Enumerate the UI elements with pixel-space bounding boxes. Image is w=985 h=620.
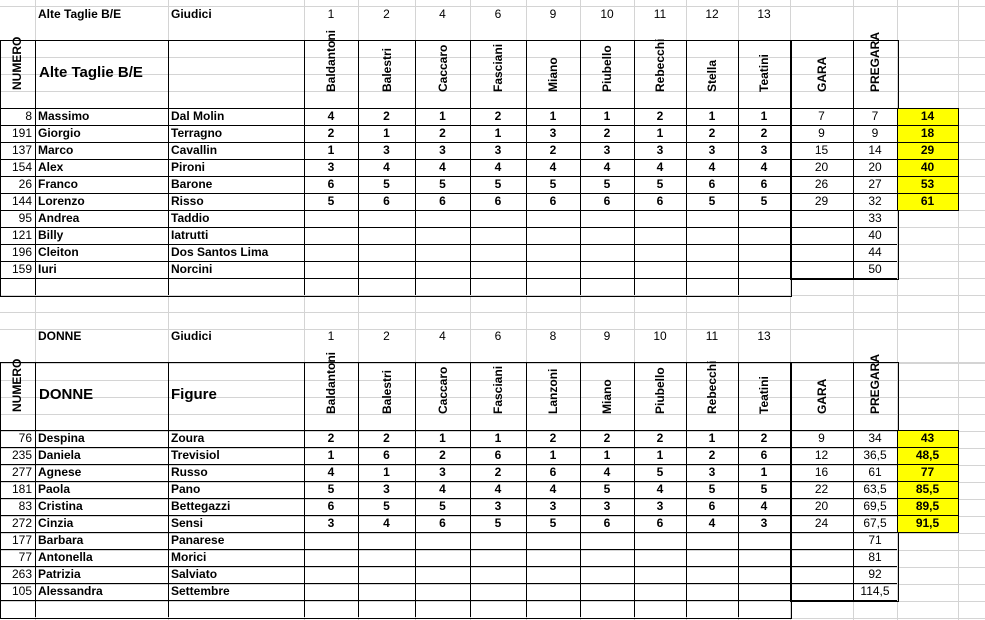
cell-score[interactable]: 5: [439, 499, 446, 513]
judge-name: Baldantoni: [324, 30, 338, 92]
cell-nome[interactable]: Antonella: [38, 550, 93, 564]
cell-score[interactable]: 4: [494, 160, 502, 174]
cell-score[interactable]: 3: [549, 499, 557, 513]
cell-score[interactable]: 1: [760, 109, 768, 123]
cell-score[interactable]: 4: [383, 160, 390, 174]
judge-number: 11: [653, 7, 667, 21]
cell-score[interactable]: 1: [439, 109, 446, 123]
cell-score[interactable]: 1: [327, 143, 335, 157]
judge-number: 6: [494, 7, 502, 21]
judge-name: Miano: [546, 57, 560, 92]
cell-nome[interactable]: Despina: [38, 431, 85, 445]
cell-score[interactable]: 5: [549, 516, 557, 530]
cell-score[interactable]: 2: [656, 109, 664, 123]
judge-name: Baldantoni: [324, 352, 338, 414]
cell-score[interactable]: 6: [760, 177, 768, 191]
cell-score[interactable]: 2: [439, 448, 446, 462]
cell-score[interactable]: 5: [603, 482, 611, 496]
judge-header-miano: [598, 364, 616, 428]
cell-cognome[interactable]: Bettegazzi: [171, 499, 231, 513]
cell-score[interactable]: 4: [708, 160, 716, 174]
cell-pregara[interactable]: 69,5: [863, 499, 887, 513]
cell-pregara[interactable]: 14: [868, 143, 882, 157]
judge-number: 4: [439, 7, 446, 21]
cell-score[interactable]: 5: [656, 465, 664, 479]
cell-numero[interactable]: 105: [11, 584, 32, 598]
cell-score[interactable]: 1: [494, 431, 502, 445]
cell-nome[interactable]: Iuri: [38, 262, 57, 276]
cell-gara[interactable]: 20: [814, 160, 829, 174]
cell-pregara[interactable]: 27: [868, 177, 882, 191]
cell-score[interactable]: 1: [494, 126, 502, 140]
cell-pregara[interactable]: 20: [868, 160, 882, 174]
cell-score[interactable]: 4: [603, 160, 611, 174]
cell-score[interactable]: 6: [327, 499, 335, 513]
cell-pregara[interactable]: 71: [868, 533, 882, 547]
judge-number: 13: [757, 7, 771, 21]
cell-gara[interactable]: 26: [814, 177, 829, 191]
cell-score[interactable]: 3: [327, 160, 335, 174]
cell-score[interactable]: 5: [603, 177, 611, 191]
cell-score[interactable]: 2: [383, 431, 390, 445]
cell-score[interactable]: 1: [383, 465, 390, 479]
cell-pregara[interactable]: 33: [868, 211, 882, 225]
cell-score[interactable]: 3: [439, 143, 446, 157]
judge-name: Balestri: [379, 47, 394, 92]
judge-header-rebecchi: [703, 360, 721, 428]
cell-numero[interactable]: 121: [11, 228, 32, 242]
pregara-header: [866, 31, 884, 106]
cell-score[interactable]: 1: [439, 431, 446, 445]
cell-score[interactable]: 4: [549, 482, 557, 496]
cell-score[interactable]: 3: [494, 143, 502, 157]
gara-header-text: GARA: [814, 378, 829, 414]
cell-score[interactable]: 3: [439, 465, 446, 479]
cell-cognome[interactable]: Barone: [171, 177, 213, 191]
judge-name: Fasciani: [491, 43, 505, 92]
cell-total[interactable]: 53: [920, 177, 935, 191]
cell-numero[interactable]: 77: [18, 550, 32, 564]
judge-header-miano: [544, 42, 562, 106]
cell-cognome[interactable]: Pano: [171, 482, 201, 496]
cell-score[interactable]: 3: [656, 143, 664, 157]
cell-score[interactable]: 1: [708, 109, 716, 123]
judge-name: Caccaro: [435, 44, 450, 92]
cell-total[interactable]: 40: [920, 160, 935, 174]
cell-score[interactable]: 4: [708, 516, 716, 530]
cell-cognome[interactable]: Taddio: [171, 211, 210, 225]
cell-score[interactable]: 2: [603, 431, 611, 445]
cell-score[interactable]: 3: [549, 126, 557, 140]
cell-score[interactable]: 2: [760, 431, 768, 445]
cell-score[interactable]: 2: [708, 126, 716, 140]
judge-header-fasciani: [489, 364, 507, 428]
judge-number: 6: [494, 329, 502, 343]
judge-number: 12: [705, 7, 719, 21]
cell-score[interactable]: 2: [760, 126, 768, 140]
cell-score[interactable]: 6: [656, 516, 664, 530]
section-label: DONNE: [38, 329, 82, 343]
cell-pregara[interactable]: 61: [868, 465, 882, 479]
judge-number: 1: [327, 329, 335, 343]
cell-gara[interactable]: 7: [818, 109, 825, 123]
cell-score[interactable]: 1: [603, 109, 611, 123]
cell-score[interactable]: 3: [383, 482, 390, 496]
cell-numero[interactable]: 144: [11, 194, 32, 208]
cell-numero[interactable]: 177: [11, 533, 32, 547]
judge-name: Teatini: [757, 54, 771, 92]
cell-nome[interactable]: Patrizia: [38, 567, 81, 581]
cell-cognome[interactable]: Russo: [171, 465, 208, 479]
cell-score[interactable]: 4: [760, 160, 768, 174]
cell-score[interactable]: 2: [494, 465, 502, 479]
numero-header: [8, 358, 26, 426]
cell-nome[interactable]: Barbara: [38, 533, 84, 547]
judge-header-caccaro: [434, 42, 452, 106]
judge-header-rebecchi: [651, 38, 669, 106]
cell-score[interactable]: 4: [549, 160, 557, 174]
cell-total[interactable]: 14: [920, 109, 935, 123]
judge-name: Stella: [705, 59, 719, 92]
pregara-header-text: PREGARA: [868, 353, 882, 414]
col-rule: [35, 362, 36, 617]
cell-score[interactable]: 5: [760, 482, 768, 496]
cell-score[interactable]: 5: [494, 516, 502, 530]
cell-score[interactable]: 6: [383, 448, 390, 462]
cell-gara[interactable]: 24: [814, 516, 829, 530]
cell-score[interactable]: 6: [327, 177, 335, 191]
cell-nome[interactable]: Giorgio: [38, 126, 81, 140]
cell-score[interactable]: 2: [383, 109, 390, 123]
numero-header: [8, 36, 26, 104]
cell-score[interactable]: 2: [708, 448, 716, 462]
judge-header-balestri: [378, 364, 396, 428]
numero-header-text: NUMERO: [10, 358, 24, 412]
cell-numero[interactable]: 196: [11, 245, 32, 259]
cell-nome[interactable]: Cinzia: [38, 516, 74, 530]
cell-numero[interactable]: 95: [18, 211, 32, 225]
cell-score[interactable]: 3: [494, 499, 502, 513]
cell-score[interactable]: 1: [656, 448, 664, 462]
judge-header-stella: [703, 42, 721, 106]
giudici-label: Giudici: [171, 329, 212, 343]
cell-pregara[interactable]: 50: [868, 262, 882, 276]
cell-gara[interactable]: 12: [814, 448, 829, 462]
cell-score[interactable]: 4: [439, 482, 446, 496]
cell-score[interactable]: 5: [439, 177, 446, 191]
section-label: Alte Taglie B/E: [38, 7, 122, 21]
section-title: DONNE: [39, 386, 94, 403]
cell-total[interactable]: 29: [920, 143, 935, 157]
cell-gara[interactable]: 9: [818, 126, 825, 140]
judge-number: 13: [757, 329, 771, 343]
cell-cognome[interactable]: Dal Molin: [171, 109, 225, 123]
cell-nome[interactable]: Andrea: [38, 211, 80, 225]
judge-header-piubello: [651, 364, 669, 428]
cell-numero[interactable]: 76: [18, 431, 32, 445]
cell-pregara[interactable]: 9: [871, 126, 879, 140]
cell-numero[interactable]: 137: [11, 143, 32, 157]
cell-score[interactable]: 1: [603, 448, 611, 462]
judge-header-teatini: [755, 364, 773, 428]
cell-total[interactable]: 77: [920, 465, 935, 479]
judge-header-caccaro: [434, 364, 452, 428]
giudici-label: Giudici: [171, 7, 212, 21]
cell-total[interactable]: 18: [920, 126, 935, 140]
judge-name: Lanzoni: [546, 368, 560, 414]
cell-total[interactable]: 89,5: [915, 499, 940, 513]
cell-gara[interactable]: 16: [814, 465, 829, 479]
judge-header-baldantoni: [322, 352, 340, 428]
cell-numero[interactable]: 263: [11, 567, 32, 581]
cell-pregara[interactable]: 114,5: [860, 584, 890, 598]
cell-score[interactable]: 4: [494, 482, 502, 496]
cell-score[interactable]: 4: [603, 465, 611, 479]
cell-numero[interactable]: 154: [11, 160, 32, 174]
cell-score[interactable]: 2: [549, 143, 557, 157]
cell-total[interactable]: 61: [920, 194, 935, 208]
section-title: Alte Taglie B/E: [39, 64, 143, 81]
judge-name: Piubello: [600, 45, 614, 92]
row-rule: [0, 600, 897, 601]
cell-score[interactable]: 6: [439, 194, 446, 208]
pregara-header-text: PREGARA: [868, 31, 882, 92]
cell-pregara[interactable]: 81: [868, 550, 882, 564]
cell-nome[interactable]: Marco: [38, 143, 74, 157]
judge-number: 11: [705, 329, 719, 343]
judge-number: 4: [439, 329, 446, 343]
cell-score[interactable]: 5: [383, 499, 390, 513]
cell-gara[interactable]: 22: [814, 482, 829, 496]
judge-name: Piubello: [653, 367, 667, 414]
cell-score[interactable]: 4: [656, 160, 664, 174]
cell-pregara[interactable]: 67,5: [863, 516, 887, 530]
cell-score[interactable]: 6: [708, 499, 716, 513]
cell-nome[interactable]: Alessandra: [38, 584, 103, 598]
cell-score[interactable]: 5: [708, 482, 716, 496]
judge-header-balestri: [378, 42, 396, 106]
cell-cognome[interactable]: Dos Santos Lima: [171, 245, 269, 259]
judge-number: 8: [549, 329, 557, 343]
cell-score[interactable]: 3: [327, 516, 335, 530]
cell-score[interactable]: 6: [656, 194, 664, 208]
cell-pregara[interactable]: 7: [871, 109, 879, 123]
cell-score[interactable]: 3: [760, 143, 768, 157]
cell-score[interactable]: 4: [439, 160, 446, 174]
cell-numero[interactable]: 26: [18, 177, 32, 191]
cell-nome[interactable]: Massimo: [38, 109, 90, 123]
cell-score[interactable]: 1: [327, 448, 335, 462]
cell-score[interactable]: 6: [603, 516, 611, 530]
cell-numero[interactable]: 277: [11, 465, 32, 479]
cell-gara[interactable]: 15: [814, 143, 829, 157]
cell-cognome[interactable]: Zoura: [171, 431, 205, 445]
cell-cognome[interactable]: Pironi: [171, 160, 206, 174]
cell-cognome[interactable]: Settembre: [171, 584, 230, 598]
cell-score[interactable]: 3: [603, 499, 611, 513]
judge-number: 9: [549, 7, 557, 21]
cell-score[interactable]: 5: [383, 177, 390, 191]
cell-score[interactable]: 1: [760, 465, 768, 479]
cell-total[interactable]: 85,5: [915, 482, 940, 496]
judge-header-lanzoni: [544, 364, 562, 428]
cell-pregara[interactable]: 92: [868, 567, 882, 581]
cell-cognome[interactable]: Risso: [171, 194, 204, 208]
judge-header-baldantoni: [322, 30, 340, 106]
cell-cognome[interactable]: Norcini: [171, 262, 213, 276]
cell-score[interactable]: 3: [383, 143, 390, 157]
cell-total[interactable]: 48,5: [915, 448, 940, 462]
cell-score[interactable]: 3: [760, 516, 768, 530]
cell-score[interactable]: 6: [760, 448, 768, 462]
cell-cognome[interactable]: Sensi: [171, 516, 204, 530]
cell-score[interactable]: 2: [549, 431, 557, 445]
cell-numero[interactable]: 159: [11, 262, 32, 276]
cell-numero[interactable]: 8: [25, 109, 32, 123]
cell-pregara[interactable]: 36,5: [863, 448, 887, 462]
row-rule: [0, 278, 897, 279]
judge-number: 10: [600, 7, 614, 21]
cell-score[interactable]: 2: [494, 109, 502, 123]
cell-score[interactable]: 6: [603, 194, 611, 208]
cell-cognome[interactable]: Morici: [171, 550, 207, 564]
gara-header-text: GARA: [814, 56, 829, 92]
cell-cognome[interactable]: Panarese: [171, 533, 225, 547]
judge-number: 1: [327, 7, 335, 21]
cell-score[interactable]: 5: [760, 194, 768, 208]
cell-score[interactable]: 4: [383, 516, 390, 530]
judge-name: Balestri: [379, 369, 394, 414]
cell-numero[interactable]: 235: [11, 448, 32, 462]
cell-nome[interactable]: Paola: [38, 482, 71, 496]
cell-nome[interactable]: Billy: [38, 228, 64, 242]
cell-score[interactable]: 4: [327, 465, 335, 479]
cell-cognome[interactable]: Terragno: [171, 126, 223, 140]
cell-score[interactable]: 3: [708, 465, 716, 479]
pregara-header: [866, 353, 884, 428]
cell-total[interactable]: 91,5: [915, 516, 940, 530]
cell-pregara[interactable]: 40: [868, 228, 882, 242]
judge-number: 10: [653, 329, 667, 343]
judge-number: 2: [383, 329, 390, 343]
cell-score[interactable]: 1: [708, 431, 716, 445]
cell-pregara[interactable]: 63,5: [863, 482, 887, 496]
cell-cognome[interactable]: Iatrutti: [171, 228, 209, 242]
cell-score[interactable]: 6: [494, 448, 502, 462]
cell-score[interactable]: 6: [494, 194, 502, 208]
cell-pregara[interactable]: 44: [868, 245, 882, 259]
figure-header: Figure: [171, 386, 217, 403]
col-rule: [35, 40, 36, 295]
cell-gara[interactable]: 20: [814, 499, 829, 513]
cell-cognome[interactable]: Cavallin: [171, 143, 218, 157]
cell-score[interactable]: 2: [327, 126, 335, 140]
cell-total[interactable]: 43: [920, 431, 935, 445]
cell-score[interactable]: 5: [494, 177, 502, 191]
judge-header-fasciani: [489, 42, 507, 106]
cell-cognome[interactable]: Trevisiol: [171, 448, 220, 462]
cell-score[interactable]: 4: [327, 109, 335, 123]
cell-score[interactable]: 5: [708, 194, 716, 208]
cell-score[interactable]: 2: [656, 431, 664, 445]
cell-nome[interactable]: Cleiton: [38, 245, 79, 259]
cell-score[interactable]: 6: [549, 194, 557, 208]
cell-score[interactable]: 6: [383, 194, 390, 208]
cell-score[interactable]: 1: [656, 126, 664, 140]
cell-score[interactable]: 5: [327, 194, 335, 208]
cell-gara[interactable]: 29: [814, 194, 829, 208]
judge-name: Teatini: [757, 376, 771, 414]
cell-score[interactable]: 5: [549, 177, 557, 191]
gridline-row: [0, 312, 985, 313]
judge-name: Fasciani: [491, 365, 505, 414]
cell-numero[interactable]: 272: [11, 516, 32, 530]
cell-cognome[interactable]: Salviato: [171, 567, 218, 581]
cell-score[interactable]: 4: [760, 499, 768, 513]
gara-header: [813, 42, 831, 106]
judge-number: 2: [383, 7, 390, 21]
judge-header-teatini: [755, 42, 773, 106]
cell-nome[interactable]: Cristina: [38, 499, 83, 513]
cell-score[interactable]: 3: [603, 143, 611, 157]
cell-pregara[interactable]: 32: [868, 194, 882, 208]
cell-score[interactable]: 2: [439, 126, 446, 140]
cell-nome[interactable]: Daniela: [38, 448, 81, 462]
cell-score[interactable]: 6: [708, 177, 716, 191]
cell-score[interactable]: 3: [656, 499, 664, 513]
cell-nome[interactable]: Franco: [38, 177, 79, 191]
cell-score[interactable]: 1: [383, 126, 390, 140]
judge-number: 9: [603, 329, 611, 343]
cell-score[interactable]: 4: [656, 482, 664, 496]
cell-score[interactable]: 5: [327, 482, 335, 496]
numero-header-text: NUMERO: [10, 36, 24, 90]
cell-score[interactable]: 5: [656, 177, 664, 191]
judge-name: Rebecchi: [705, 360, 719, 414]
gara-header: [813, 364, 831, 428]
cell-numero[interactable]: 191: [11, 126, 32, 140]
cell-score[interactable]: 2: [603, 126, 611, 140]
judge-name: Caccaro: [435, 366, 450, 414]
cell-numero[interactable]: 181: [11, 482, 32, 496]
judge-name: Rebecchi: [653, 38, 667, 92]
judge-name: Miano: [600, 379, 614, 414]
cell-score[interactable]: 1: [549, 109, 557, 123]
cell-nome[interactable]: Agnese: [38, 465, 82, 479]
cell-nome[interactable]: Alex: [38, 160, 64, 174]
cell-score[interactable]: 2: [327, 431, 335, 445]
cell-score[interactable]: 6: [439, 516, 446, 530]
cell-pregara[interactable]: 34: [868, 431, 882, 445]
judge-header-piubello: [598, 42, 616, 106]
cell-nome[interactable]: Lorenzo: [38, 194, 85, 208]
cell-numero[interactable]: 83: [18, 499, 32, 513]
cell-gara[interactable]: 9: [818, 431, 825, 445]
cell-score[interactable]: 6: [549, 465, 557, 479]
cell-score[interactable]: 1: [549, 448, 557, 462]
cell-score[interactable]: 3: [708, 143, 716, 157]
